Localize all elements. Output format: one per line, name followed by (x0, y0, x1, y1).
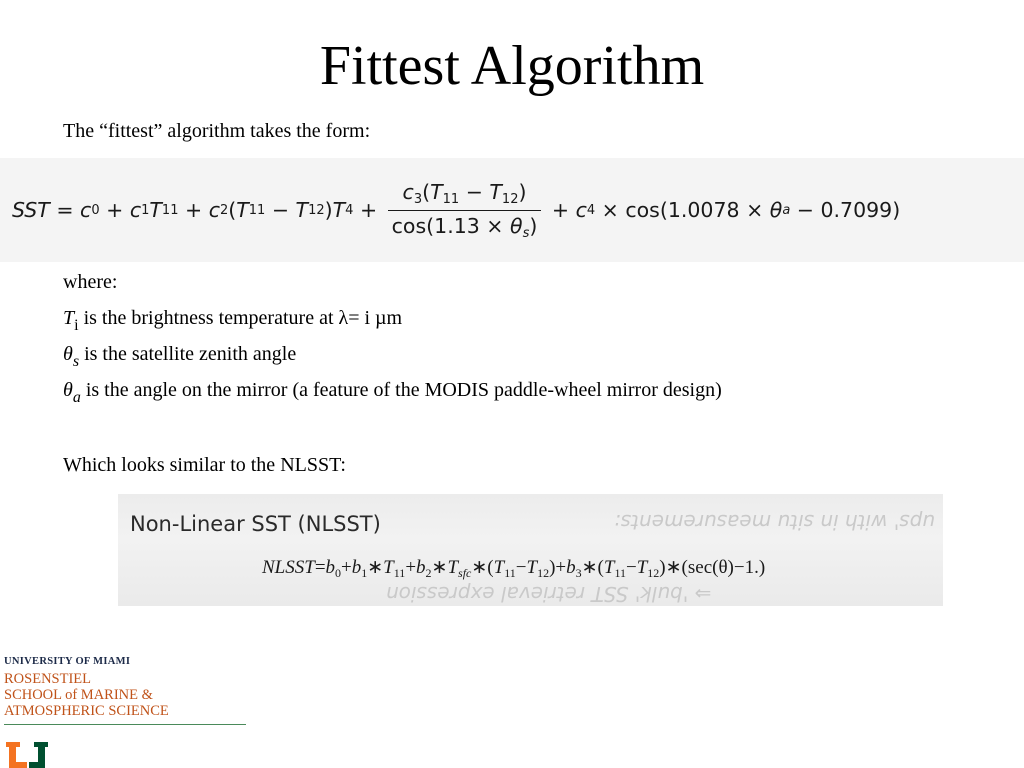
nl-sub: 12 (647, 566, 660, 580)
nl-op: + (341, 557, 352, 578)
nl-sub: 11 (504, 566, 516, 580)
eq-paren: ) (324, 198, 333, 222)
bleed-through-text: ⇒ 'bulk' SST retrieval expression (386, 582, 712, 606)
nl-term: b (351, 557, 362, 578)
nl-term: T (526, 557, 538, 578)
nl-op: ∗( (581, 557, 604, 578)
u-left-half (6, 742, 27, 768)
nl-op: ∗( (471, 557, 494, 578)
def-text: is the satellite zenith angle (79, 343, 297, 365)
eq-term: θ (510, 213, 523, 238)
nl-term: T (493, 557, 505, 578)
eq-sub: 1 (141, 202, 150, 218)
eq-term: T (236, 198, 249, 222)
nl-sub: 11 (393, 566, 406, 580)
eq-equals: = (49, 198, 81, 222)
school-name-line: ROSENSTIEL (4, 671, 91, 687)
nl-sub: 11 (614, 566, 626, 580)
eq-op: + (545, 198, 576, 222)
intro-text: The “fittest” algorithm takes the form: (63, 120, 371, 142)
def-symbol: θ (63, 343, 73, 365)
nl-op: ) (659, 557, 666, 578)
eq-func: cos(1.13 × (391, 213, 511, 238)
u-right-half (29, 742, 48, 768)
eq-func: − 0.7099) (790, 198, 901, 222)
eq-term: T (295, 198, 309, 222)
eq-term: T (332, 198, 346, 222)
nl-term: NLSST (262, 557, 315, 578)
eq-lhs: SST (12, 198, 50, 222)
eq-paren: ( (422, 179, 431, 204)
slide-title: Fittest Algorithm (319, 35, 705, 97)
nl-term: b (566, 557, 576, 578)
def-symbol: T (63, 307, 75, 329)
nl-sub: 0 (335, 566, 342, 580)
eq-paren: ( (228, 198, 237, 222)
eq-op: − (265, 198, 296, 222)
eq-term: c (402, 179, 414, 204)
university-name: UNIVERSITY OF MIAMI (4, 656, 131, 667)
nl-sub: 2 (425, 566, 432, 580)
eq-sub: 11 (161, 202, 179, 218)
definition-theta-a (63, 372, 722, 408)
definition-theta-s (63, 336, 722, 372)
school-name-line: SCHOOL of MARINE & (4, 687, 153, 703)
eq-sub: 4 (586, 202, 596, 218)
eq-func: × cos(1.0078 × (595, 198, 770, 222)
eq-term: c (208, 198, 220, 222)
eq-term: T (149, 198, 162, 222)
nlsst-equation (262, 556, 765, 581)
eq-sub: s (522, 225, 530, 241)
nl-term: T (636, 557, 648, 578)
eq-denominator (388, 210, 542, 241)
nl-op: ∗ (367, 557, 384, 578)
eq-term: θ (769, 198, 783, 222)
def-text: is the brightness temperature at λ= i µm (78, 307, 403, 329)
eq-fraction (388, 180, 542, 241)
nl-op: + (405, 557, 417, 578)
nlsst-heading: Non-Linear SST (NLSST) (130, 512, 381, 536)
nlsst-equation-image (118, 494, 943, 606)
nl-op: ∗(sec(θ)−1.) (665, 557, 766, 578)
bleed-through-text: ups' with in situ measurements: (613, 510, 935, 534)
nl-op: ) (549, 557, 556, 578)
definition-ti (63, 300, 722, 336)
logo-divider (4, 724, 246, 725)
def-symbol: θ (63, 379, 73, 401)
def-text: is the angle on the mirror (a feature of the MODIS paddle-wheel mirror design) (80, 379, 722, 401)
nl-sub: 12 (537, 566, 550, 580)
def-sub: s (72, 353, 80, 370)
def-sub: i (74, 317, 79, 334)
university-logo (4, 656, 246, 768)
fittest-equation-image (0, 158, 1024, 262)
eq-op: + (353, 198, 384, 222)
eq-sub: 4 (345, 202, 354, 218)
nl-term: T (383, 557, 394, 578)
eq-op: + (178, 198, 209, 222)
nl-sub: 1 (361, 566, 368, 580)
nl-term: T (603, 557, 615, 578)
def-sub: a (72, 389, 81, 406)
where-label: where: (63, 271, 118, 293)
eq-paren: ) (518, 179, 527, 204)
nl-op: − (515, 557, 527, 578)
school-name (4, 671, 246, 719)
eq-term: T (430, 179, 443, 204)
eq-sub: 11 (442, 191, 460, 207)
nl-term: T (447, 557, 459, 578)
nl-op: − (626, 557, 637, 578)
comparison-text: Which looks similar to the NLSST: (63, 454, 346, 476)
nl-term: b (416, 557, 426, 578)
eq-sub: 12 (308, 202, 325, 218)
nl-sub: sfc (458, 566, 472, 580)
eq-op: − (459, 179, 490, 204)
eq-op: + (99, 198, 130, 222)
nl-sub: 3 (575, 566, 582, 580)
split-u-logo-icon (6, 736, 50, 768)
nl-op: = (314, 557, 326, 578)
eq-sub: 3 (413, 191, 423, 207)
eq-sub: 0 (91, 202, 100, 218)
eq-sub: 11 (248, 202, 266, 218)
eq-term: c (80, 198, 92, 222)
definitions (63, 264, 722, 408)
nl-op: ∗ (431, 557, 448, 578)
eq-term: c (129, 198, 142, 222)
eq-term: T (489, 179, 502, 204)
eq-numerator (399, 180, 531, 210)
nl-op: + (555, 557, 567, 578)
school-name-line: ATMOSPHERIC SCIENCE (4, 703, 169, 719)
eq-sub: 2 (219, 202, 229, 218)
eq-term: c (575, 198, 587, 222)
eq-paren: ) (529, 213, 538, 238)
fittest-equation (12, 166, 900, 254)
eq-sub: a (782, 202, 791, 218)
eq-sub: 12 (501, 191, 519, 207)
nl-term: b (325, 557, 336, 578)
